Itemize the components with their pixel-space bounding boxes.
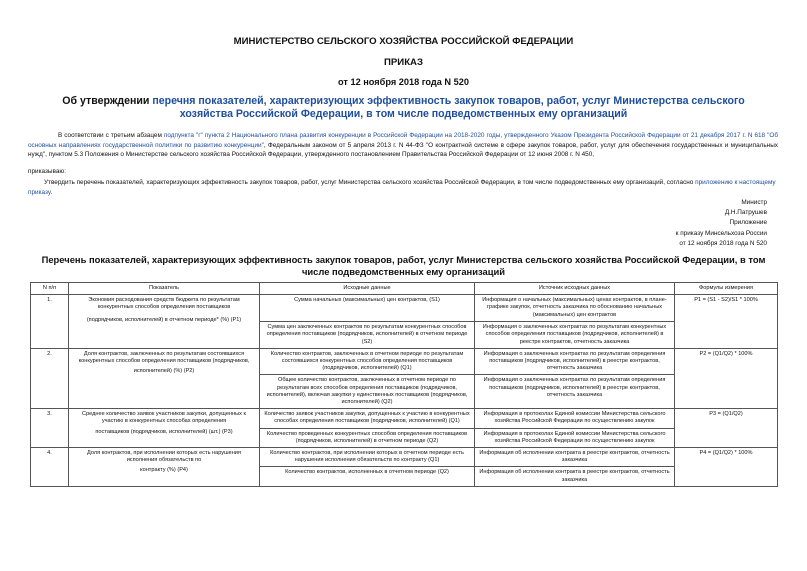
data-origin-cell: Информация об исполнении контракта в реестре контрактов, отчетность заказчика xyxy=(475,467,675,486)
header-cell: Показатель xyxy=(69,283,260,295)
table-row xyxy=(31,448,778,467)
data-origin-cell: Информация об исполнении контракта в реестре контрактов, отчетность заказчика xyxy=(475,448,675,467)
data-origin-cell: Информация в протоколах Единой комиссии Министерства сельского хозяйства Российской Федерации по осуществлению закупок xyxy=(475,409,675,428)
data-origin-cell: Информация в протоколах Единой комиссии Министерства сельского хозяйства Российской Федерации по осуществлению закупок xyxy=(475,428,675,447)
preamble-text-1: В соответствии с третьим абзацем xyxy=(58,132,164,139)
order-body xyxy=(28,178,778,197)
indicator-cell xyxy=(69,448,260,487)
order-title-link[interactable]: перечня показателей, характеризующих эффективность закупок товаров, работ, услуг Министерства сельского хозяйства Российской Федерации, в том числе подведомственных ему организаций xyxy=(152,95,745,120)
row-number: 2. xyxy=(31,348,69,408)
source-data-cell: Количество контрактов, заключенных в отчетном периоде по результатам состоявшихся конкурентных способов определения поставщиков (подрядчиков, исполнителей) (Q1) xyxy=(260,348,475,375)
signature-name: Д.Н.Патрушев xyxy=(724,209,767,216)
header-cell: Источник исходных данных xyxy=(475,283,675,295)
list-title: Перечень показателей, характеризующих эффективность закупок товаров, работ, услуг Министерства сельского хозяйства Российской Федерации, в том числе подведомственных ему организаций xyxy=(41,254,766,277)
indicator-text: поставщиков (подрядчиков, исполнителей) (шт.) (P3) xyxy=(95,428,233,435)
indicator-cell xyxy=(69,348,260,408)
row-number: 1. xyxy=(31,295,69,349)
ministry-heading: МИНИСТЕРСТВО СЕЛЬСКОГО ХОЗЯЙСТВА РОССИЙСКОЙ ФЕДЕРАЦИИ xyxy=(233,36,574,47)
indicator-text: исполнителей) (%) (P2) xyxy=(133,368,195,375)
order-body-text: Утвердить перечень показателей, характеризующих эффективность закупок товаров, работ, услуг Министерства сельского хозяйства Российской Федерации, в том числе подведомственных ему организаций, согласно xyxy=(44,179,696,186)
row-number: 4. xyxy=(31,448,69,487)
formula-cell: P1 = (S1 - S2)/S1 * 100% xyxy=(675,295,778,349)
indicator-text: контракту (%) (P4) xyxy=(140,467,188,474)
order-heading: ПРИКАЗ xyxy=(384,57,423,68)
indicator-text: (подрядчиков, исполнителей) в отчетном периоде* (%) (P1) xyxy=(86,316,242,323)
indicators-table xyxy=(30,282,778,487)
row-number: 3. xyxy=(31,409,69,448)
order-title-prefix: Об утверждении xyxy=(62,95,153,107)
source-data-cell: Количество проведенных конкурентных способов определения поставщиков (подрядчиков, исполнителей) в отчетном периоде (Q2) xyxy=(260,428,475,447)
preamble-link-decree[interactable]: подпункта "г" пункта 2 Национального плана развития конкуренции в Российской Федерации на 2018-2020 годы, утвержденного Указом Президента Российской Федерации от 21 декабря 2017 г. N 618 "Об основных направлениях государственной политики по развитию конкуренции" xyxy=(28,132,778,149)
appendix-date: от 12 ноября 2018 года N 520 xyxy=(679,240,767,247)
source-data-cell: Сумма начальных (максимальных) цен контрактов, (S1) xyxy=(260,295,475,322)
source-data-cell: Сумма цен заключенных контрактов по результатам конкурентных способов определения поставщиков (подрядчиков, исполнителей) в отчетном периоде (S2) xyxy=(260,322,475,349)
table-row xyxy=(31,295,778,322)
preamble-paragraph xyxy=(28,131,778,160)
header-cell: N п/п xyxy=(31,283,69,295)
table-header-row xyxy=(31,283,778,295)
source-data-cell: Количество контрактов, при исполнении которых в отчетном периоде есть нарушения исполнения обязательств по контракту (Q1) xyxy=(260,448,475,467)
order-title xyxy=(40,95,767,121)
order-date: от 12 ноября 2018 года N 520 xyxy=(338,77,469,87)
data-origin-cell: Информация о начальных (максимальных) ценах контрактов, в плане-графике закупок, отчетность заказчика по обоснованию начальных (максимальных) цен контрактов xyxy=(475,295,675,322)
appendix-order: к приказу Минсельхоза России xyxy=(675,230,767,237)
table-row xyxy=(31,348,778,375)
header-cell: Формулы измерения xyxy=(675,283,778,295)
data-origin-cell: Информация о заключенных контрактах по результатам конкурентных способов определения поставщиков (подрядчиков, исполнителей) в реестре контрактов, отчетность заказчика xyxy=(475,322,675,349)
preamble-text-2: , Федеральным законом от 5 апреля 2013 г. N 44-ФЗ "О контрактной системе в сфере закупок товаров, работ, услуг для обеспечения государственных и муниципальных нужд" xyxy=(28,141,778,159)
data-origin-cell: Информация о заключенных контрактах по результатам определения поставщиков (подрядчиков, исполнителей) в реестре контрактов, отчетность заказчика xyxy=(475,375,675,409)
source-data-cell: Количество заявок участников закупки, допущенных к участию в конкурентных способах определения поставщиков (подрядчиков, исполнителей) (Q1) xyxy=(260,409,475,428)
source-data-cell: Общее количество контрактов, заключенных в отчетном периоде по результатам всех способов определения поставщиков (подрядчиков, исполнителей), включая закупки у единственных поставщиков (подрядчиков, исполнителей) (Q2) xyxy=(260,375,475,409)
signature-role: Министр xyxy=(741,199,767,206)
formula-cell: P3 = (Q1/Q2) xyxy=(675,409,778,448)
table-row xyxy=(31,409,778,428)
indicator-cell xyxy=(69,295,260,349)
header-cell: Исходные данные xyxy=(260,283,475,295)
formula-cell: P4 = (Q1/Q2) * 100% xyxy=(675,448,778,487)
order-body-end: . xyxy=(50,188,53,196)
preamble-text-3: , пунктом 5.3 Положения о Министерстве сельского хозяйства Российской Федерации, утвержденного постановлением Правительства Российской Федерации от 12 июня 2008 г. N 450, xyxy=(45,151,595,159)
appendix-label: Приложение xyxy=(729,219,767,226)
indicator-text: Среднее количество заявок участников закупки, допущенных к участию в конкурентных способах определения xyxy=(82,411,246,425)
indicator-text: Доля контрактов, при исполнении которых есть нарушения исполнения обязательств по xyxy=(87,450,241,464)
source-data-cell: Количество контрактов, исполненных в отчетном периоде (Q2) xyxy=(260,467,475,486)
formula-cell: P2 = (Q1/Q2) * 100% xyxy=(675,348,778,408)
indicator-text: Доля контрактов, заключенных по результатам состоявшихся конкурентных способов определения поставщиков (подрядчиков, xyxy=(78,350,250,365)
indicator-text: Экономия расходования средств бюджета по результатам конкурентных способов определения поставщиков xyxy=(88,297,240,311)
data-origin-cell: Информация о заключенных контрактах по результатам определения поставщиков (подрядчиков, исполнителей) в реестре контрактов, отчетность заказчика xyxy=(475,348,675,375)
appendix-link[interactable]: приложению к настоящему приказу xyxy=(28,179,776,196)
ordered-label: приказываю: xyxy=(28,168,66,175)
indicator-cell xyxy=(69,409,260,448)
